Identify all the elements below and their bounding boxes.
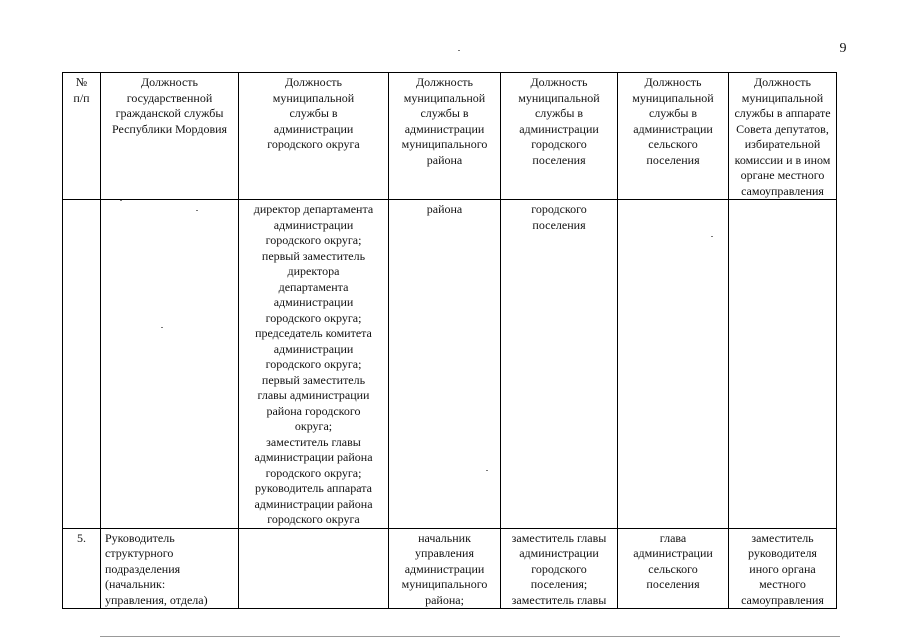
row-number-cell <box>63 528 101 609</box>
header-line: Совета депутатов, <box>736 121 829 136</box>
cell-line: Руководитель <box>105 530 175 545</box>
cell-line: самоуправления <box>741 592 824 607</box>
cell-line: заместитель главы <box>511 592 607 607</box>
scan-edge-line <box>100 636 840 637</box>
cell-line: управления <box>415 546 474 560</box>
table-cell <box>239 528 389 609</box>
cell-line: главы администрации <box>257 388 370 402</box>
cell-line: руководителя <box>748 546 817 560</box>
cell-line: городского округа <box>267 512 360 526</box>
cell-line: глава <box>659 530 687 545</box>
table-cell <box>63 200 101 529</box>
scan-speck <box>196 210 198 211</box>
cell-line: подразделения <box>105 561 181 576</box>
cell-line: управления, отдела) <box>105 592 208 607</box>
cell-line: городского <box>531 202 587 216</box>
header-line: органе местного <box>740 168 825 182</box>
scan-speck <box>161 327 163 328</box>
cell-line: городского округа; <box>265 310 362 325</box>
header-row <box>63 73 837 200</box>
cell-line: администрации <box>273 295 354 309</box>
cell-line: городского округа; <box>265 465 362 480</box>
table-row <box>63 528 837 609</box>
scan-speck <box>120 200 122 201</box>
header-line: службы в <box>420 106 469 120</box>
cell-line: муниципального <box>401 577 488 591</box>
cell-line: городского округа; <box>265 233 362 247</box>
cell-line: начальник <box>418 530 471 545</box>
cell-line: поселения <box>646 577 700 591</box>
cell-line: района городского <box>266 403 361 418</box>
cell-line: администрации <box>519 546 599 560</box>
table-cell <box>501 528 618 609</box>
table-cell <box>729 528 837 609</box>
page-number: 9 <box>839 41 847 56</box>
cell-line: администрации <box>273 341 354 356</box>
cell-line: (начальник: <box>105 577 166 591</box>
header-cell-urban-settlement <box>501 73 618 200</box>
cell-line: директора <box>287 264 340 278</box>
cell-line: администрации района <box>254 450 373 464</box>
table-cell <box>101 528 239 609</box>
cell-line: района; <box>425 592 464 607</box>
header-line: поселения <box>532 152 586 167</box>
positions-table <box>62 72 837 609</box>
scan-speck <box>486 470 488 471</box>
row-number: 5. <box>77 530 86 545</box>
header-line: № <box>75 75 88 89</box>
cell-line: сельского <box>648 561 698 576</box>
cell-line: района <box>426 202 463 216</box>
header-line: комиссии и в ином <box>734 152 831 167</box>
header-line: муниципальной <box>632 90 714 105</box>
scan-speck <box>458 50 460 51</box>
cell-line: директор департамента <box>253 202 374 216</box>
header-line: службы в аппарате <box>734 106 831 120</box>
cell-line: департамента <box>278 279 349 294</box>
cell-line: городского округа; <box>265 357 362 371</box>
header-line: службы в <box>648 106 698 120</box>
cell-line: заместитель главы <box>511 530 607 545</box>
header-line: избирательной <box>744 137 821 151</box>
cell-line: структурного <box>105 546 174 560</box>
table-cell <box>239 200 389 529</box>
cell-line: председатель комитета <box>255 326 372 340</box>
table-row <box>63 200 837 529</box>
cell-line: первый заместитель <box>261 248 366 263</box>
header-cell-municipal-district <box>389 73 501 200</box>
cell-line: поселения; <box>530 577 588 591</box>
cell-line: администрации района <box>254 496 373 511</box>
header-cell-city-district <box>239 73 389 200</box>
header-line: администрации <box>633 121 713 136</box>
cell-line: первый заместитель <box>261 372 366 387</box>
header-line: муниципальной <box>518 90 600 105</box>
table-cell <box>389 528 501 609</box>
table-cell <box>101 200 239 529</box>
header-cell-number <box>63 73 101 200</box>
cell-line: администрации <box>273 217 354 232</box>
header-line: сельского <box>648 137 698 151</box>
header-line: муниципальной <box>741 90 824 105</box>
header-line: государственной <box>126 90 213 105</box>
header-line: муниципальной <box>272 90 355 105</box>
table-cell <box>729 200 837 529</box>
header-line: службы в <box>289 106 338 120</box>
header-line: гражданской службы <box>115 106 224 120</box>
cell-line: местного <box>759 577 806 591</box>
cell-line: городского <box>531 561 587 576</box>
header-line: района <box>426 152 463 167</box>
cell-line: администрации <box>404 561 485 576</box>
header-line: муниципальной <box>403 90 486 105</box>
header-line: городского <box>531 137 587 151</box>
table-cell <box>618 528 729 609</box>
header-cell-state-service <box>101 73 239 200</box>
header-line: администрации <box>273 121 354 136</box>
scan-speck <box>711 236 713 237</box>
header-line: муниципального <box>401 137 488 151</box>
header-line: Республики Мордовия <box>111 121 228 136</box>
cell-line: руководитель аппарата <box>255 481 372 495</box>
header-line: администрации <box>404 121 485 136</box>
header-line: Должность <box>415 75 474 89</box>
header-line: городского округа <box>267 137 360 151</box>
table-cell <box>618 200 729 529</box>
header-line: п/п <box>73 90 90 105</box>
header-cell-council-apparatus <box>729 73 837 200</box>
header-line: Должность <box>530 75 588 89</box>
header-cell-rural-settlement <box>618 73 729 200</box>
cell-line: заместитель главы <box>266 434 361 449</box>
header-line: Должность <box>753 75 812 89</box>
header-line: самоуправления <box>741 183 824 198</box>
header-line: Должность <box>644 75 702 89</box>
cell-line: иного органа <box>749 561 816 576</box>
header-line: службы в <box>534 106 584 120</box>
cell-line: округа; <box>294 419 333 433</box>
cell-line: администрации <box>633 546 713 560</box>
cell-line: заместитель <box>751 530 814 545</box>
header-line: Должность <box>284 75 343 89</box>
header-line: администрации <box>519 121 599 136</box>
cell-line: поселения <box>532 217 586 232</box>
header-line: Должность <box>140 75 199 89</box>
header-line: поселения <box>646 152 700 167</box>
table-cell <box>389 200 501 529</box>
table-cell <box>501 200 618 529</box>
